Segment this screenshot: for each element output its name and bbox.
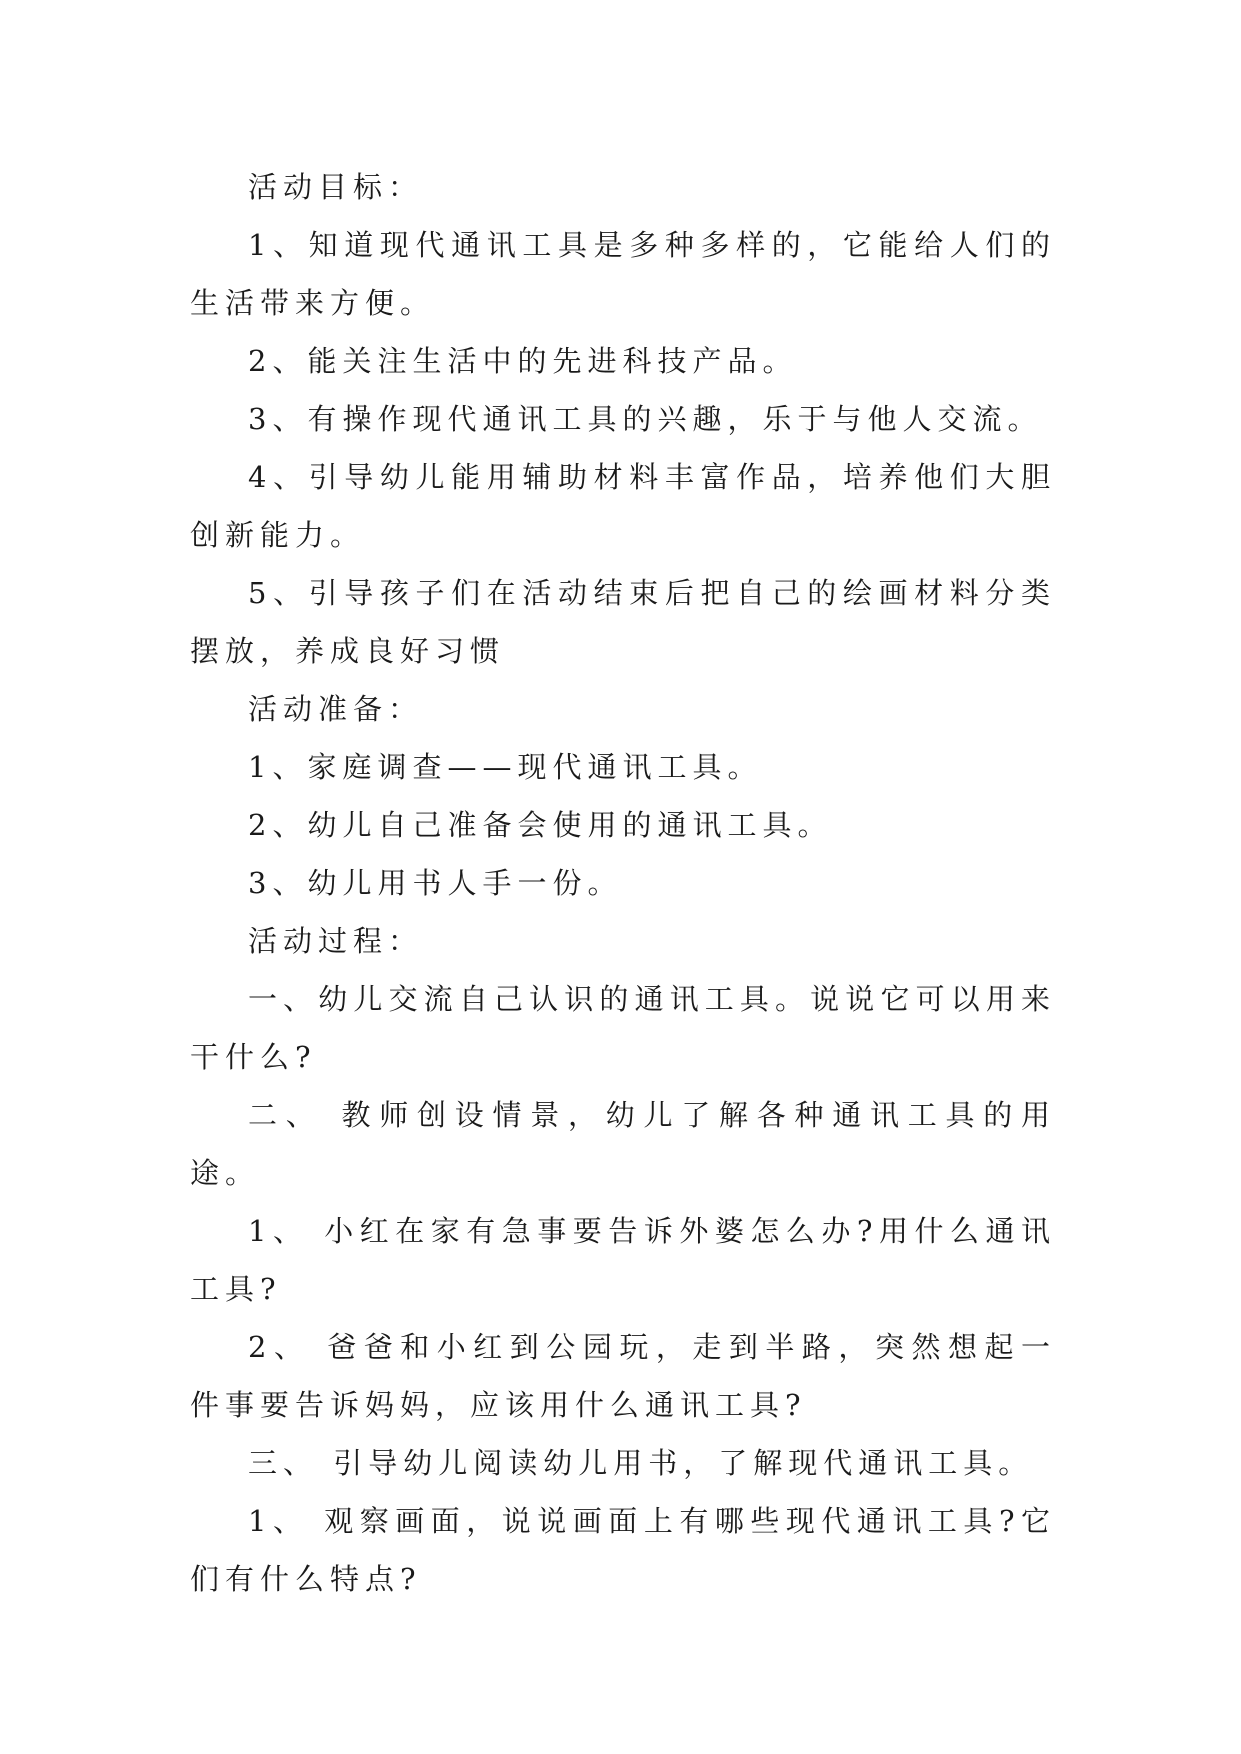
section-heading-preparation: 活动准备：: [248, 692, 424, 726]
section-heading-goals: 活动目标：: [248, 170, 424, 204]
goal-item-1: 1、知道现代通讯工具是多种多样的，它能给人们的生活带来方便。: [190, 228, 1056, 320]
process-step-3: 三、 引导幼儿阅读幼儿用书，了解现代通讯工具。: [248, 1446, 1034, 1480]
preparation-item-2: 2、幼儿自己准备会使用的通讯工具。: [248, 808, 833, 842]
process-step-3-item-1: 1、 观察画面，说说画面上有哪些现代通讯工具?它们有什么特点?: [190, 1504, 1056, 1596]
process-step-2-item-2: 2、 爸爸和小红到公园玩，走到半路，突然想起一件事要告诉妈妈，应该用什么通讯工具?: [190, 1330, 1056, 1422]
section-heading-process: 活动过程：: [248, 924, 424, 958]
goal-item-3: 3、有操作现代通讯工具的兴趣，乐于与他人交流。: [248, 402, 1043, 436]
preparation-item-1: 1、家庭调查——现代通讯工具。: [248, 750, 763, 784]
goal-item-4: 4、引导幼儿能用辅助材料丰富作品，培养他们大胆创新能力。: [190, 460, 1056, 552]
document-body: [190, 158, 1056, 1608]
goal-item-2: 2、能关注生活中的先进科技产品。: [248, 344, 798, 378]
process-step-2: 二、 教师创设情景，幼儿了解各种通讯工具的用途。: [190, 1098, 1056, 1190]
preparation-item-3: 3、幼儿用书人手一份。: [248, 866, 623, 900]
process-step-1: 一、幼儿交流自己认识的通讯工具。说说它可以用来干什么?: [190, 982, 1056, 1074]
process-step-2-item-1: 1、 小红在家有急事要告诉外婆怎么办?用什么通讯工具?: [190, 1214, 1056, 1306]
goal-item-5: 5、引导孩子们在活动结束后把自己的绘画材料分类摆放，养成良好习惯: [190, 576, 1056, 668]
